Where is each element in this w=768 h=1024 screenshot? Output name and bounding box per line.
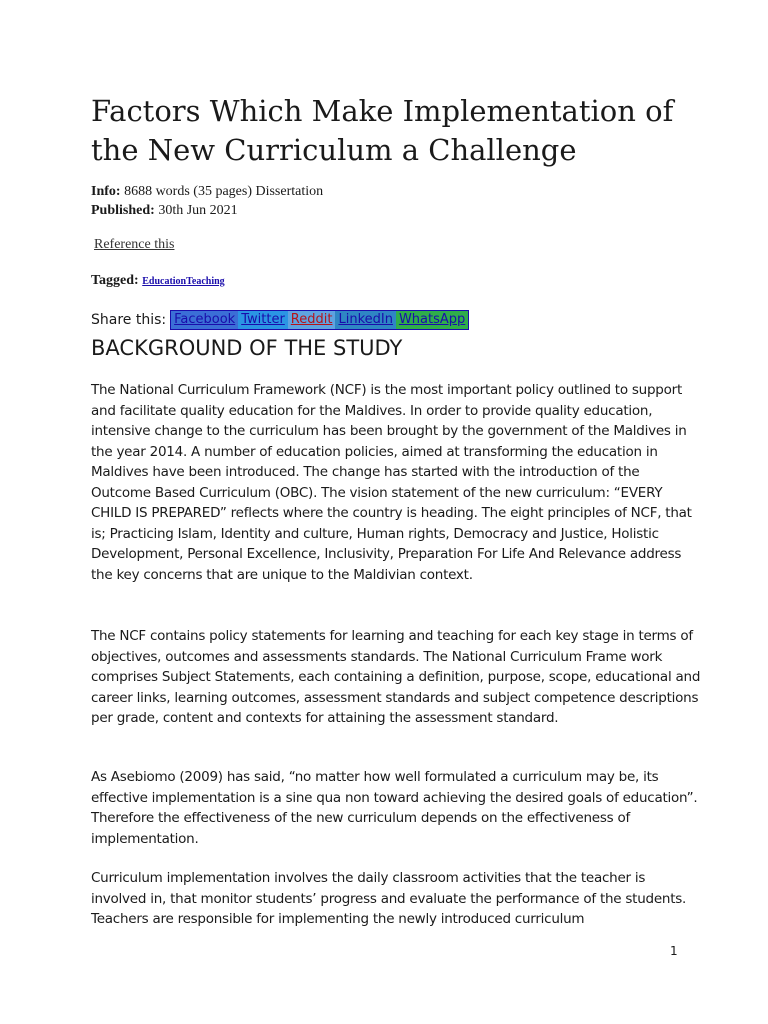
share-reddit-link[interactable]: Reddit: [288, 311, 336, 329]
document-title: Factors Which Make Implementation of the New Curriculum a Challenge: [91, 94, 674, 167]
share-linkedin-link[interactable]: LinkedIn: [335, 311, 395, 329]
share-facebook-link[interactable]: Facebook: [171, 311, 238, 329]
body-paragraph-3: As Asebiomo (2009) has said, “no matter how well formulated a curriculum may be, its effective implementation is a sine qua non toward achieving the desired goals of education”. Therefore the effectiveness of the new curriculum depends on the effectiveness of implementation.: [91, 769, 698, 847]
published-label: Published:: [91, 203, 155, 218]
info-value: 8688 words (35 pages) Dissertation: [124, 184, 324, 199]
published-line: [91, 202, 238, 220]
share-whatsapp-link[interactable]: WhatsApp: [396, 311, 468, 329]
info-line: [91, 183, 323, 201]
share-buttons: [170, 310, 469, 330]
page-number: 1: [670, 944, 678, 958]
share-row: [91, 310, 469, 330]
tagged-label: Tagged:: [91, 273, 139, 288]
share-label: Share this:: [91, 312, 167, 328]
tagged-line: [91, 273, 225, 289]
published-value: 30th Jun 2021: [158, 203, 238, 218]
body-paragraph-2: The NCF contains policy statements for learning and teaching for each key stage in terms of objectives, outcomes and assessments standards. The National Curriculum Frame work comprises Subject Statements, each containing a definition, purpose, scope, educational and career links, learning outcomes, assessment standards and subject competence descriptions per grade, content and contexts for attaining the assessment standard.: [91, 628, 701, 726]
reference-this-link[interactable]: Reference this: [94, 237, 175, 252]
body-paragraph-4: Curriculum implementation involves the daily classroom activities that the teacher is involved in, that monitor students’ progress and evaluate the performance of the students. Teachers are responsible for implementing the newly introduced curriculum: [91, 870, 687, 927]
tag-link-education[interactable]: Education: [142, 276, 187, 287]
share-twitter-link[interactable]: Twitter: [238, 311, 288, 329]
info-label: Info:: [91, 184, 121, 199]
section-heading: BACKGROUND OF THE STUDY: [91, 336, 403, 360]
tag-link-teaching[interactable]: Teaching: [186, 276, 225, 287]
body-paragraph-1: The National Curriculum Framework (NCF) is the most important policy outlined to support and facilitate quality education for the Maldives. In order to provide quality education, intensive change to the curriculum has been brought by the government of the Maldives in the year 2014. A number of education policies, aimed at transforming the education in Maldives have been introduced. The change has started with the introduction of the Outcome Based Curriculum (OBC). The vision statement of the new curriculum: “EVERY CHILD IS PREPARED” reflects where the country is heading. The eight principles of NCF, that is; Practicing Islam, Identity and culture, Human rights, Democracy and Justice, Holistic Development, Personal Excellence, Inclusivity, Preparation For Life And Relevance address the key concerns that are unique to the Maldivian context.: [91, 382, 692, 583]
